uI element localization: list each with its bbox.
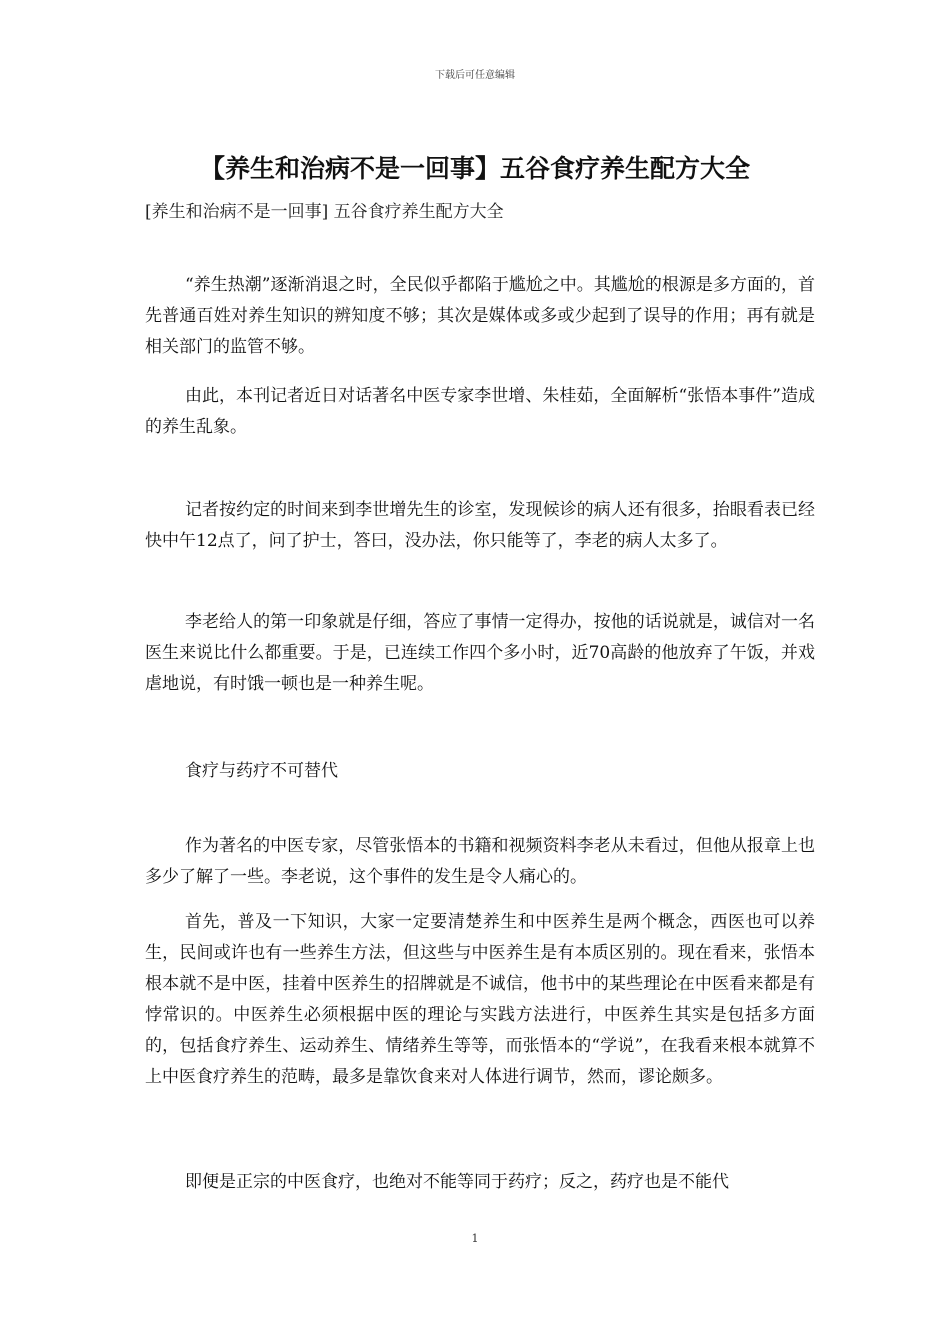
paragraph-2: 由此，本刊记者近日对话著名中医专家李世增、朱桂茹，全面解析“张悟本事件”造成的养生乱象。 (145, 386, 815, 437)
paragraph-3: 记者按约定的时间来到李世增先生的诊室，发现候诊的病人还有很多，抬眼看表已经快中午12点了，问了护士，答曰，没办法，你只能等了，李老的病人太多了。 (145, 500, 815, 551)
paragraph-5: 作为著名的中医专家，尽管张悟本的书籍和视频资料李老从未看过，但他从报章上也多少了解了一些。李老说，这个事件的发生是令人痛心的。 (145, 836, 815, 887)
header-note: 下载后可任意编辑 (435, 70, 515, 81)
paragraph-7: 即便是正宗的中医食疗，也绝对不能等同于药疗；反之，药疗也是不能代 (185, 1172, 729, 1192)
document-title: 【养生和治病不是一回事】五谷食疗养生配方大全 (199, 154, 750, 183)
paragraph-4: 李老给人的第一印象就是仔细，答应了事情一定得办，按他的话说就是，诚信对一名医生来说比什么都重要。于是，已连续工作四个多小时，近70高龄的他放弃了午饭，并戏虐地说，有时饿一顿也是一种养生呢。 (145, 612, 815, 694)
paragraph-1: “养生热潮”逐渐消退之时，全民似乎都陷于尴尬之中。其尴尬的根源是多方面的，首先普通百姓对养生知识的辨知度不够；其次是媒体或多或少起到了误导的作用；再有就是相关部门的监管不够。 (145, 275, 815, 357)
section-heading: 食疗与药疗不可替代 (185, 761, 338, 781)
document-subtitle: [养生和治病不是一回事] 五谷食疗养生配方大全 (145, 202, 504, 222)
page-number: 1 (471, 1232, 479, 1245)
paragraph-6: 首先，普及一下知识，大家一定要清楚养生和中医养生是两个概念，西医也可以养生，民间或许也有一些养生方法，但这些与中医养生是有本质区别的。现在看来，张悟本根本就不是中医，挂着中医养生的招牌就是不诚信，他书中的某些理论在中医看来都是有悖常识的。中医养生必须根据中医的理论与实践方法进行，中医养生其实是包括多方面的，包括食疗养生、运动养生、情绪养生等等，而张悟本的“学说”，在我看来根本就算不上中医食疗养生的范畴，最多是靠饮食来对人体进行调节，然而，谬论颇多。 (145, 912, 815, 1087)
